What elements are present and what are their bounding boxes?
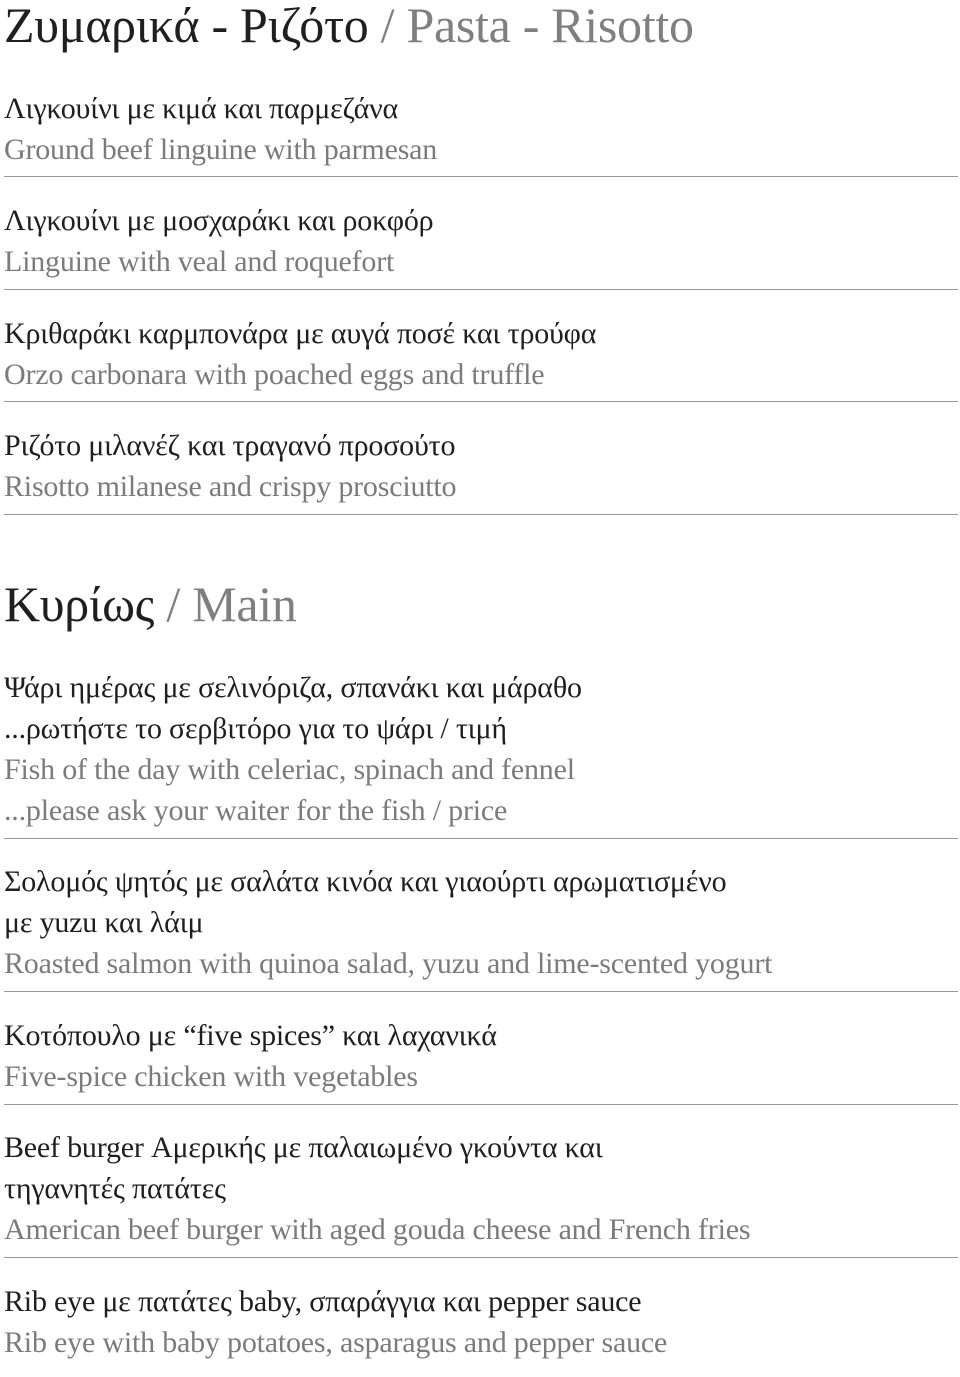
menu-item-name-gr: Σολομός ψητός με σαλάτα κινόα και γιαούρτι αρωματισμένο bbox=[4, 865, 727, 898]
menu-item-name-gr-cont: τηγανητές πατάτες bbox=[4, 1172, 226, 1205]
menu-item-fish-of-the-day bbox=[4, 667, 958, 831]
menu-item-risotto-milanese bbox=[4, 425, 958, 507]
divider bbox=[4, 176, 958, 177]
menu-item-name-gr: Beef burger Αμερικής με παλαιωμένο γκούντα και bbox=[4, 1131, 603, 1164]
menu-item-name-gr: Ψάρι ημέρας με σελινόριζα, σπανάκι και μάραθο bbox=[4, 671, 582, 704]
menu-item-name-gr: Λιγκουίνι με κιμά και παρμεζάνα bbox=[4, 92, 399, 125]
menu-item-ground-beef-linguine bbox=[4, 88, 958, 170]
menu-item-name-en: Ground beef linguine with parmesan bbox=[4, 133, 438, 166]
menu-item-name-en: Fish of the day with celeriac, spinach and fennel bbox=[4, 753, 575, 786]
menu-item-beef-burger bbox=[4, 1127, 958, 1250]
menu-item-orzo-carbonara bbox=[4, 313, 958, 395]
menu-item-five-spice-chicken bbox=[4, 1015, 958, 1097]
menu-item-name-en: Linguine with veal and roquefort bbox=[4, 245, 395, 278]
menu-item-name-en: American beef burger with aged gouda cheese and French fries bbox=[4, 1213, 751, 1246]
menu-item-name-gr: Λιγκουίνι με μοσχαράκι και ροκφόρ bbox=[4, 204, 434, 237]
divider bbox=[4, 401, 958, 402]
divider bbox=[4, 991, 958, 992]
menu-item-name-gr: Rib eye με πατάτες baby, σπαράγγια και pepper sauce bbox=[4, 1285, 642, 1318]
menu-item-name-en: Roasted salmon with quinoa salad, yuzu and lime-scented yogurt bbox=[4, 947, 773, 980]
divider bbox=[4, 1257, 958, 1258]
section-title-separator: / bbox=[154, 576, 193, 632]
divider bbox=[4, 289, 958, 290]
menu-item-note-gr: ...ρωτήστε το σερβιτόρο για το ψάρι / τιμή bbox=[4, 712, 507, 745]
menu-item-name-en: Orzo carbonara with poached eggs and truffle bbox=[4, 358, 545, 391]
menu-item-note-en: ...please ask your waiter for the fish / price bbox=[4, 794, 508, 827]
section-title-main-gr: Κυρίως bbox=[4, 576, 155, 632]
menu-item-rib-eye bbox=[4, 1281, 958, 1363]
section-title-main-en: Main bbox=[192, 576, 297, 632]
menu-item-name-gr: Ριζότο μιλανέζ και τραγανό προσούτο bbox=[4, 429, 456, 462]
menu-item-roasted-salmon bbox=[4, 861, 958, 984]
section-title-pasta bbox=[4, 0, 694, 53]
menu-item-name-en: Five-spice chicken with vegetables bbox=[4, 1060, 418, 1093]
menu-item-veal-linguine bbox=[4, 200, 958, 282]
menu-item-name-gr-cont: με yuzu και λάιμ bbox=[4, 906, 204, 939]
menu-item-name-en: Rib eye with baby potatoes, asparagus and pepper sauce bbox=[4, 1326, 668, 1359]
menu-item-name-gr: Κριθαράκι καρμπονάρα με αυγά ποσέ και τρούφα bbox=[4, 317, 597, 350]
section-title-main bbox=[4, 576, 297, 632]
section-title-separator: / bbox=[368, 0, 407, 53]
menu-item-name-gr: Κοτόπουλο με “five spices” και λαχανικά bbox=[4, 1019, 497, 1052]
divider bbox=[4, 514, 958, 515]
divider bbox=[4, 838, 958, 839]
section-title-pasta-en: Pasta - Risotto bbox=[406, 0, 694, 53]
divider bbox=[4, 1104, 958, 1105]
menu-item-name-en: Risotto milanese and crispy prosciutto bbox=[4, 470, 457, 503]
section-title-pasta-gr: Ζυμαρικά - Ριζότο bbox=[4, 0, 369, 53]
